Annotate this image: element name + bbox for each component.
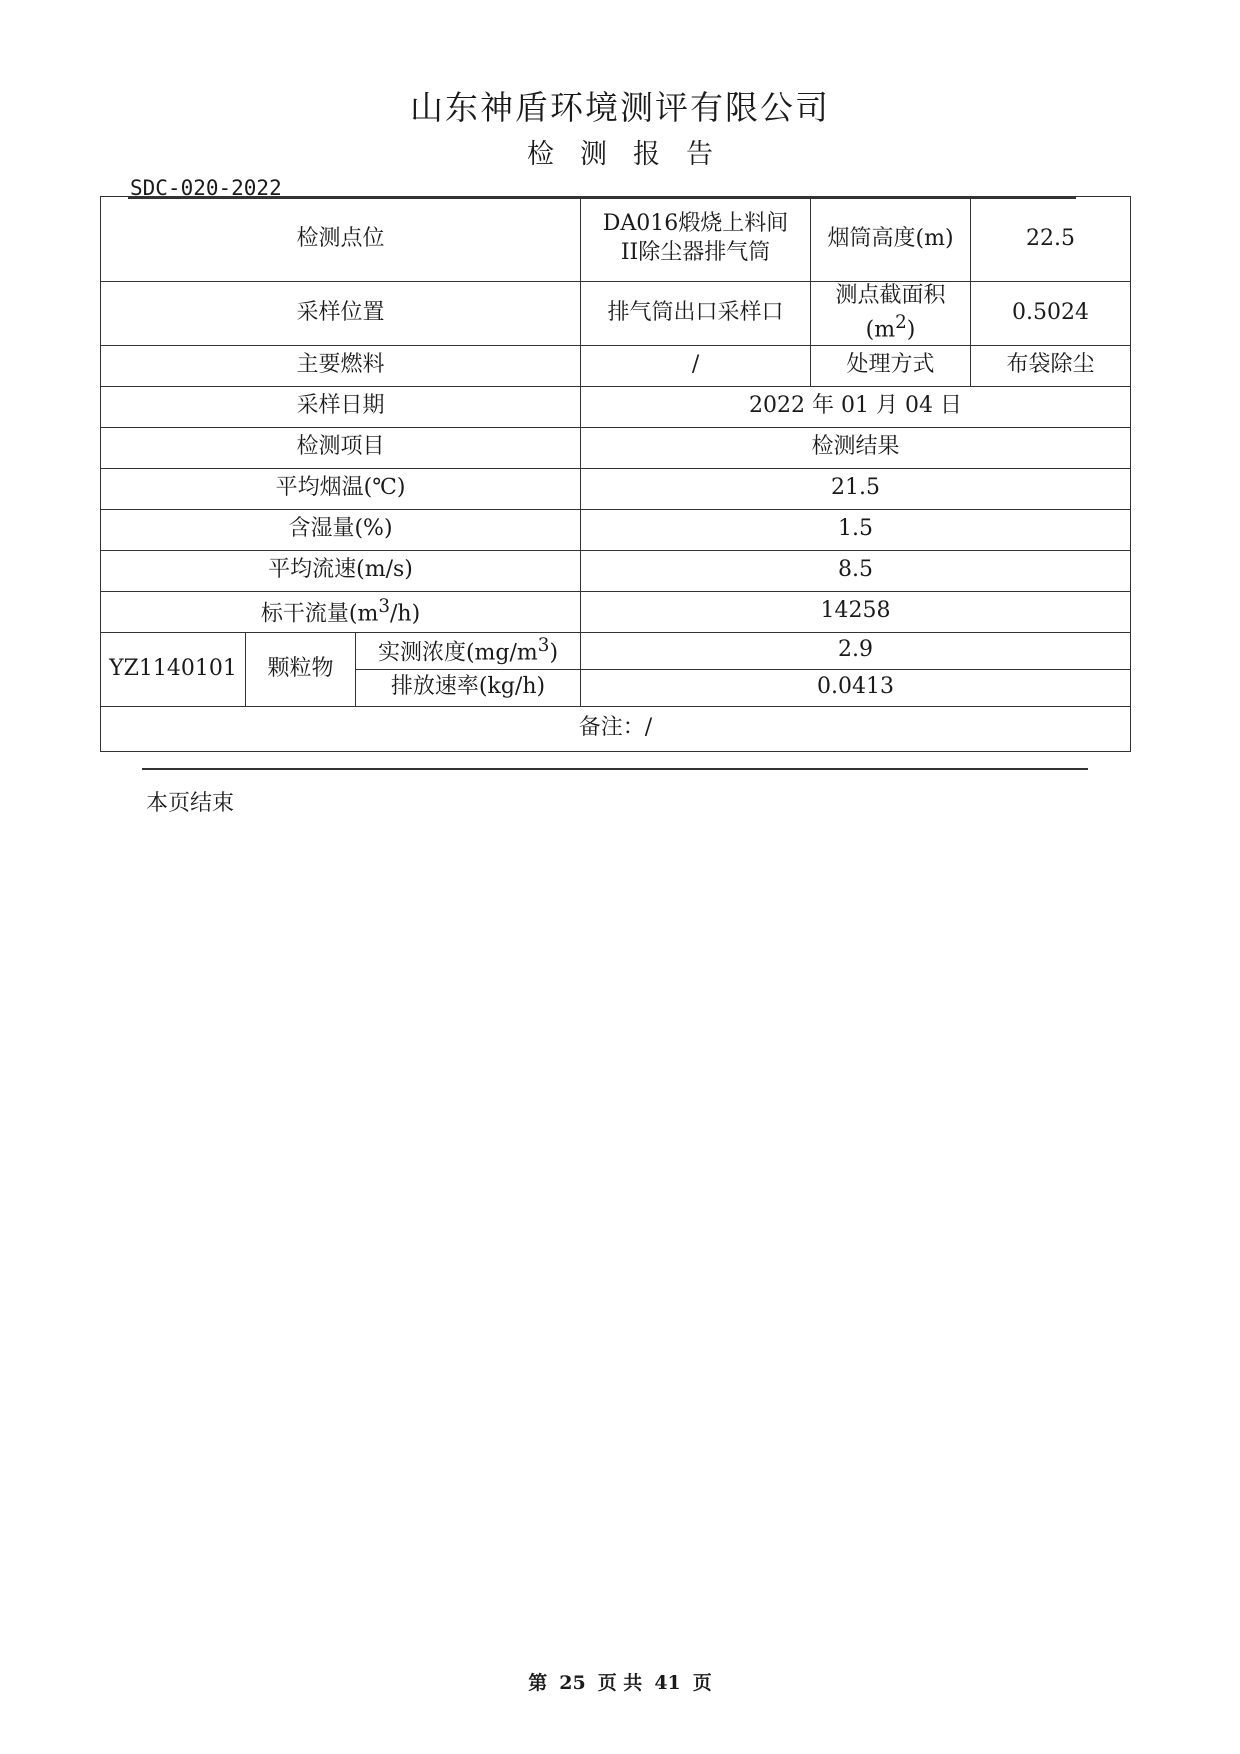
concentration-label-close: ) xyxy=(549,639,559,665)
concentration-label-sup: 3 xyxy=(537,634,550,656)
table-row xyxy=(101,632,1131,669)
page-prefix: 第 xyxy=(528,1672,548,1694)
test-results-table xyxy=(100,196,1131,752)
moisture-label: 含湿量(%) xyxy=(101,509,581,550)
table-row xyxy=(101,427,1131,468)
report-title: 检测报告 xyxy=(527,139,739,170)
point-value-line1: DA016煅烧上料间 xyxy=(602,211,789,237)
page-current: 25 xyxy=(559,1672,586,1694)
dry-flow-label-text: 标干流量(m xyxy=(260,600,379,626)
emission-rate-value: 0.0413 xyxy=(581,669,1131,706)
table-row xyxy=(101,509,1131,550)
treatment-value: 布袋除尘 xyxy=(971,345,1131,386)
dry-flow-label xyxy=(101,591,581,632)
sampling-date-label: 采样日期 xyxy=(101,386,581,427)
avg-velocity-value: 8.5 xyxy=(581,550,1131,591)
page-end-note: 本页结束 xyxy=(146,791,235,816)
result-header: 检测结果 xyxy=(581,427,1131,468)
stack-height-label: 烟筒高度(m) xyxy=(811,197,971,282)
point-value xyxy=(581,197,811,282)
fuel-label: 主要燃料 xyxy=(101,345,581,386)
table-row xyxy=(101,197,1131,282)
table-row xyxy=(101,468,1131,509)
stack-height-value: 22.5 xyxy=(971,197,1131,282)
emission-rate-label: 排放速率(kg/h) xyxy=(356,669,581,706)
document-number: SDC-020-2022 xyxy=(130,176,282,200)
sampling-position-value: 排气筒出口采样口 xyxy=(581,282,811,346)
table-row xyxy=(101,550,1131,591)
section-area-label-text: 测点截面积(m xyxy=(835,283,946,342)
avg-temp-label: 平均烟温(℃) xyxy=(101,468,581,509)
end-divider xyxy=(142,768,1088,770)
table-row xyxy=(101,706,1131,751)
remark: 备注：/ xyxy=(101,706,1131,751)
moisture-value: 1.5 xyxy=(581,509,1131,550)
page-suffix: 页 xyxy=(692,1672,712,1694)
section-area-label-sup: 2 xyxy=(895,311,907,333)
concentration-value: 2.9 xyxy=(581,632,1131,669)
page-middle: 页 共 xyxy=(597,1672,643,1694)
avg-velocity-label: 平均流速(m/s) xyxy=(101,550,581,591)
point-label: 检测点位 xyxy=(101,197,581,282)
sampling-position-label: 采样位置 xyxy=(101,282,581,346)
treatment-label: 处理方式 xyxy=(811,345,971,386)
table-row xyxy=(101,591,1131,632)
concentration-label xyxy=(356,632,581,669)
point-value-line2: II除尘器排气筒 xyxy=(620,240,771,265)
concentration-label-text: 实测浓度(mg/m xyxy=(377,639,538,665)
fuel-value: / xyxy=(581,345,811,386)
table-row xyxy=(101,386,1131,427)
dry-flow-label-close: /h) xyxy=(389,600,421,626)
item-header: 检测项目 xyxy=(101,427,581,468)
section-area-label-close: ) xyxy=(906,316,916,342)
pollutant-code: YZ1140101 xyxy=(101,632,246,706)
section-area-label xyxy=(811,282,971,346)
dry-flow-label-sup: 3 xyxy=(378,595,390,617)
sampling-date-value: 2022 年 01 月 04 日 xyxy=(581,386,1131,427)
pollutant-name: 颗粒物 xyxy=(246,632,356,706)
page-total: 41 xyxy=(654,1672,681,1694)
table-row xyxy=(101,345,1131,386)
company-name: 山东神盾环境测评有限公司 xyxy=(410,88,830,127)
avg-temp-value: 21.5 xyxy=(581,468,1131,509)
dry-flow-value: 14258 xyxy=(581,591,1131,632)
table-row xyxy=(101,282,1131,346)
section-area-value: 0.5024 xyxy=(971,282,1131,346)
page-number xyxy=(0,1668,1240,1695)
